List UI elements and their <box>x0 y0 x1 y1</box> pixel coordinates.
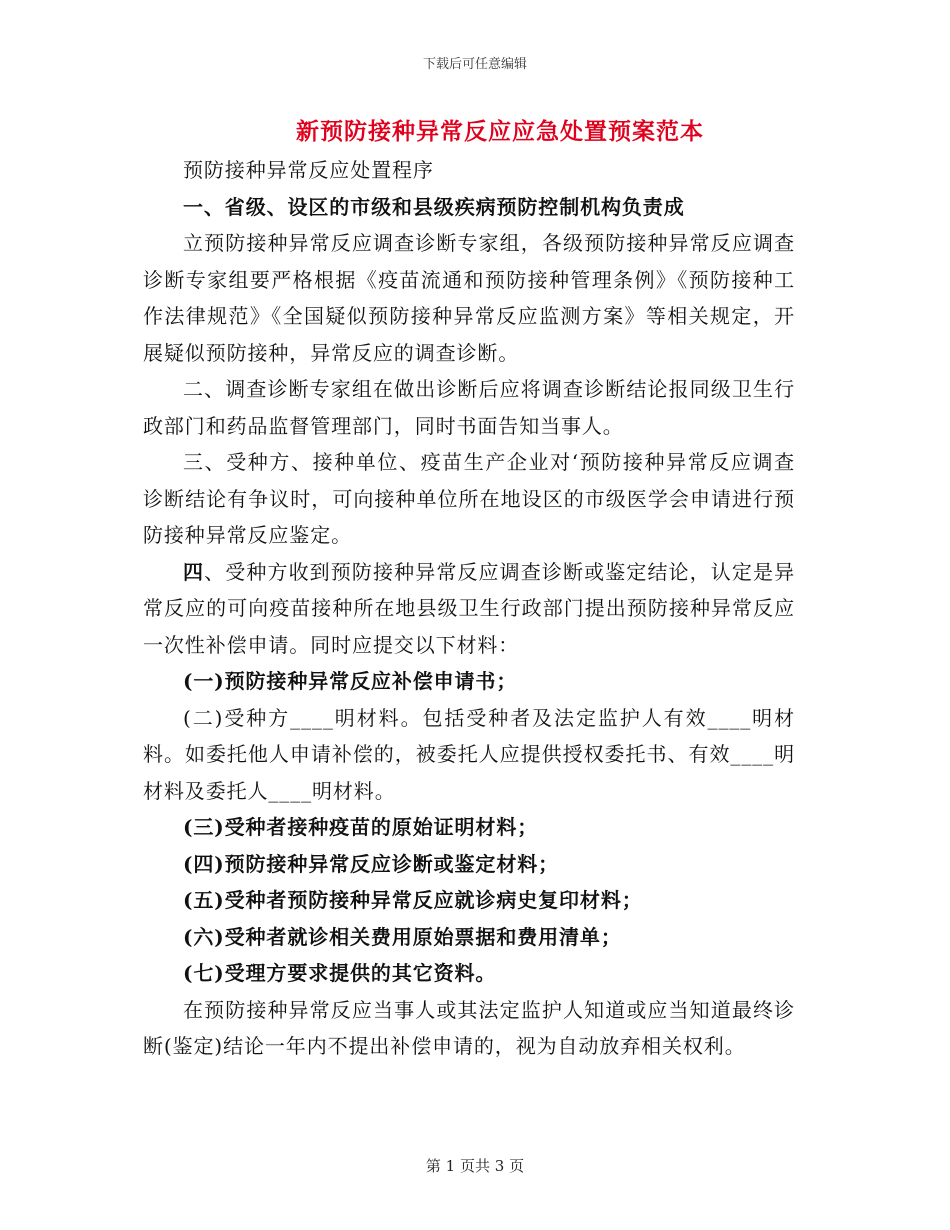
paragraph-item-4: 四、受种方收到预防接种异常反应调查诊断或鉴定结论，认定是异常反应的可向疫苗接种所在地县级卫生行政部门提出预防接种异常反应一次性补偿申请。同时应提交以下材料： <box>143 559 796 657</box>
paragraph-item-2: 二、调查诊断专家组在做出诊断后应将调查诊断结论报同级卫生行政部门和药品监督管理部门，同时书面告知当事人。 <box>143 377 795 438</box>
header-note: 下载后可任意编辑 <box>422 57 527 72</box>
paragraph-material-5: (五)受种者预防接种异常反应就诊病史复印材料； <box>183 888 643 912</box>
document-title: 新预防接种异常反应应急处置预案范本 <box>296 118 704 145</box>
paragraph-material-4: (四)预防接种异常反应诊断或鉴定材料； <box>183 851 560 876</box>
page-number: 第 1 页共 3 页 <box>425 1157 525 1175</box>
document-body <box>143 152 795 1065</box>
paragraph-deadline-note: 在预防接种异常反应当事人或其法定监护人知道或应当知道最终诊断(鉴定)结论一年内不提出补偿申请的，视为自动放弃相关权利。 <box>143 997 795 1058</box>
paragraph-item-4-marker: 四 <box>183 559 205 584</box>
paragraph-material-3: (三)受种者接种疫苗的原始证明材料； <box>183 815 539 839</box>
paragraph-item-3: 三、受种方、接种单位、疫苗生产企业对‘预防接种异常反应调查诊断结论有争议时，可向接种单位所在地设区的市级医学会申请进行预防接种异常反应鉴定。 <box>143 450 795 547</box>
paragraph-item-1: 一、省级、设区的市级和县级疾病预防控制机构负责成 <box>183 194 685 219</box>
paragraph-procedure-heading: 预防接种异常反应处置程序 <box>183 158 434 182</box>
paragraph-material-6: (六)受种者就诊相关费用原始票据和费用清单； <box>183 924 622 949</box>
paragraph-material-2: (二)受种方____明材料。包括受种者及法定监护人有效____明材料。如委托他人申请补偿的，被委托人应提供授权委托书、有效____明材料及委托人____明材料。 <box>143 705 795 803</box>
paragraph-material-7: (七)受理方要求提供的其它资料。 <box>183 961 497 985</box>
paragraph-material-1: (一)预防接种异常反应补偿申请书； <box>183 669 518 693</box>
paragraph-item-1-continued: 立预防接种异常反应调查诊断专家组，各级预防接种异常反应调查诊断专家组要严格根据《疫苗流通和预防接种管理条例》《预防接种工作法律规范》《全国疑似预防接种异常反应监测方案》等相关规定，开展疑似预防接种，异常反应的调查诊断。 <box>143 231 795 365</box>
